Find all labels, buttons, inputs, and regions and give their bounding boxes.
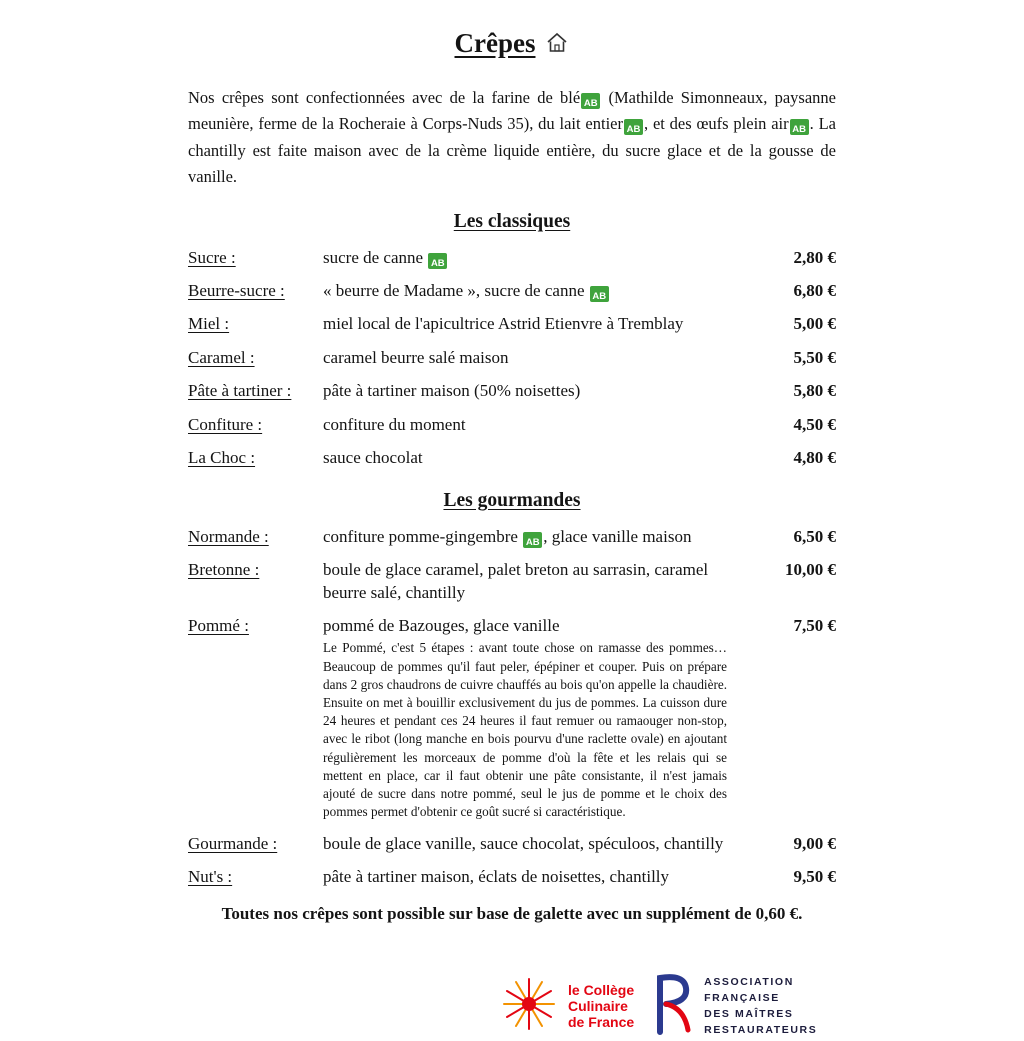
- ab-label: AB: [592, 291, 607, 302]
- menu-item-caramel: [188, 347, 836, 369]
- section-title-classiques: Les classiques: [453, 210, 571, 232]
- intro-text-3: , et des œufs plein air: [643, 114, 789, 134]
- pomme-description-note: Le Pommé, c'est 5 étapes : avant toute chose on ramasse des pommes… Beaucoup de pommes qu'il faut peler, épépiner et couper. Puis on prépare dans 2 gros chaudrons de cuivre chauffés au bois qu'on appelle la chaudière. Ensuite on met à bouillir exclusivement du jus de pommes. La cuisson dure 24 heures et pendant ces 24 heures il faut remuer ou ramaouger non-stop, avec le ribot (long manche en bois pourvu d'une raclette ovale) en ajoutant régulièrement les morceaux de pomme d'où la fête et les relais qui se mettent en place, car il faut obtenir une pâte consistante, il n'est jamais ajouté de sucre dans notre pommé, seul le jus de pomme et le choix des pommes permet d'obtenir ce goût sucré si caractéristique.: [323, 640, 727, 820]
- maitres-restaurateurs-text: [704, 975, 817, 1038]
- college-line-3: de France: [568, 1013, 635, 1030]
- item-price: 5,80 €: [793, 381, 836, 401]
- ab-label: AB: [792, 124, 806, 136]
- item-desc: boule de glace vanille, sauce chocolat, spéculoos, chantilly: [323, 833, 724, 853]
- certification-logos: [498, 972, 836, 1041]
- item-desc: sauce chocolat: [323, 448, 423, 468]
- page-title: Crêpes: [454, 28, 536, 58]
- college-culinaire-text: [568, 983, 634, 1030]
- item-name: La Choc :: [188, 448, 256, 468]
- section-title-gourmandes: Les gourmandes: [443, 489, 581, 511]
- item-price: 4,50 €: [793, 414, 836, 434]
- item-desc-text: pommé de Bazouges, glace vanille: [323, 615, 560, 635]
- menu-item-pomme: [188, 615, 836, 822]
- item-name: Nut's :: [188, 867, 233, 886]
- item-price: 9,50 €: [793, 867, 836, 886]
- item-name: Bretonne :: [188, 560, 260, 580]
- maitres-line-3: DES MAÎTRES: [704, 1007, 794, 1020]
- ab-label: AB: [626, 124, 641, 136]
- intro-text-1: Nos crêpes sont confectionnées avec de la farine de blé: [188, 88, 581, 107]
- item-desc-text: confiture pomme-gingembre: [323, 526, 523, 546]
- item-name: Confiture :: [188, 414, 263, 434]
- menu-item-miel: [188, 313, 836, 335]
- ab-organic-icon: [624, 119, 643, 135]
- item-name: Pâte à tartiner :: [188, 381, 292, 401]
- item-desc: pâte à tartiner maison (50% noisettes): [323, 381, 581, 401]
- item-name: Pommé :: [188, 615, 249, 635]
- item-price: 2,80 €: [793, 247, 836, 267]
- item-desc: confiture du moment: [323, 414, 466, 434]
- item-price: 7,50 €: [793, 615, 836, 635]
- item-price: 5,50 €: [793, 347, 836, 367]
- item-price: 4,80 €: [793, 448, 836, 468]
- maitres-restaurateurs-logo: [650, 972, 817, 1041]
- maitres-line-4: RESTAURATEURS: [704, 1023, 818, 1036]
- menu-item-pate-a-tartiner: [188, 380, 836, 402]
- item-desc: miel local de l'apicultrice Astrid Etienvre à Tremblay: [323, 314, 684, 334]
- menu-item-nuts: [188, 866, 836, 888]
- ab-organic-icon: [428, 253, 447, 269]
- item-desc: pâte à tartiner maison, éclats de noisettes, chantilly: [323, 867, 670, 886]
- item-price: 5,00 €: [793, 314, 836, 334]
- item-desc: [323, 280, 741, 302]
- item-price: 6,80 €: [793, 281, 836, 300]
- intro-text-4: . La chantilly est faite maison avec de la crème liquide entière, du sucre glace et de la gousse de vanille.: [188, 114, 836, 187]
- menu-item-la-choc: [188, 447, 836, 469]
- intro-paragraph: [188, 85, 836, 191]
- menu-item-sucre: [188, 247, 836, 269]
- menu-item-bretonne: [188, 559, 836, 604]
- ab-label: AB: [583, 98, 598, 109]
- item-name: Normande :: [188, 526, 269, 546]
- ab-label: AB: [430, 257, 445, 269]
- item-desc: [323, 526, 741, 548]
- college-line-1: le Collège: [568, 982, 635, 999]
- item-name: Caramel :: [188, 347, 255, 367]
- college-line-2: Culinaire: [568, 998, 628, 1015]
- item-name: Sucre :: [188, 247, 236, 267]
- ab-organic-icon: [590, 286, 609, 302]
- item-name: Beurre-sucre :: [188, 281, 285, 300]
- page-header: [188, 28, 836, 59]
- menu-item-beurre-sucre: [188, 280, 836, 302]
- item-price: 9,00 €: [793, 833, 836, 853]
- galette-supplement-note: Toutes nos crêpes sont possible sur base de galette avec un supplément de 0,60 €.: [221, 904, 803, 924]
- maitres-line-1: ASSOCIATION: [704, 976, 794, 989]
- intro-text-2: (Mathilde Simonneaux, paysanne meunière, ferme de la Rocheraie à Corps-Nuds 35), du lait entier: [188, 88, 836, 134]
- item-name: Gourmande :: [188, 833, 278, 853]
- item-name: Miel :: [188, 314, 230, 334]
- menu-item-gourmande: [188, 833, 836, 855]
- ab-organic-icon: [581, 93, 600, 109]
- menu-item-normande: [188, 526, 836, 548]
- maitres-line-2: FRANÇAISE: [704, 992, 780, 1005]
- house-icon: [545, 32, 569, 59]
- maitres-r-icon: [650, 972, 696, 1041]
- item-price: 10,00 €: [785, 560, 836, 580]
- ab-organic-icon: [523, 532, 542, 548]
- menu-item-confiture: [188, 414, 836, 436]
- item-desc: boule de glace caramel, palet breton au sarrasin, caramel beurre salé, chantilly: [323, 560, 709, 602]
- menu-page: [188, 0, 836, 1041]
- ab-label: AB: [525, 536, 540, 548]
- item-desc: [323, 247, 741, 269]
- item-desc-text-2: , glace vanille maison: [543, 526, 692, 546]
- item-desc-text: sucre de canne: [323, 247, 428, 267]
- item-desc: [323, 615, 741, 822]
- college-culinaire-logo: [498, 973, 634, 1040]
- ab-organic-icon: [790, 119, 809, 135]
- item-desc: caramel beurre salé maison: [323, 347, 509, 367]
- item-price: 6,50 €: [793, 526, 836, 546]
- sunburst-icon: [498, 973, 560, 1040]
- item-desc-text: « beurre de Madame », sucre de canne: [323, 281, 589, 300]
